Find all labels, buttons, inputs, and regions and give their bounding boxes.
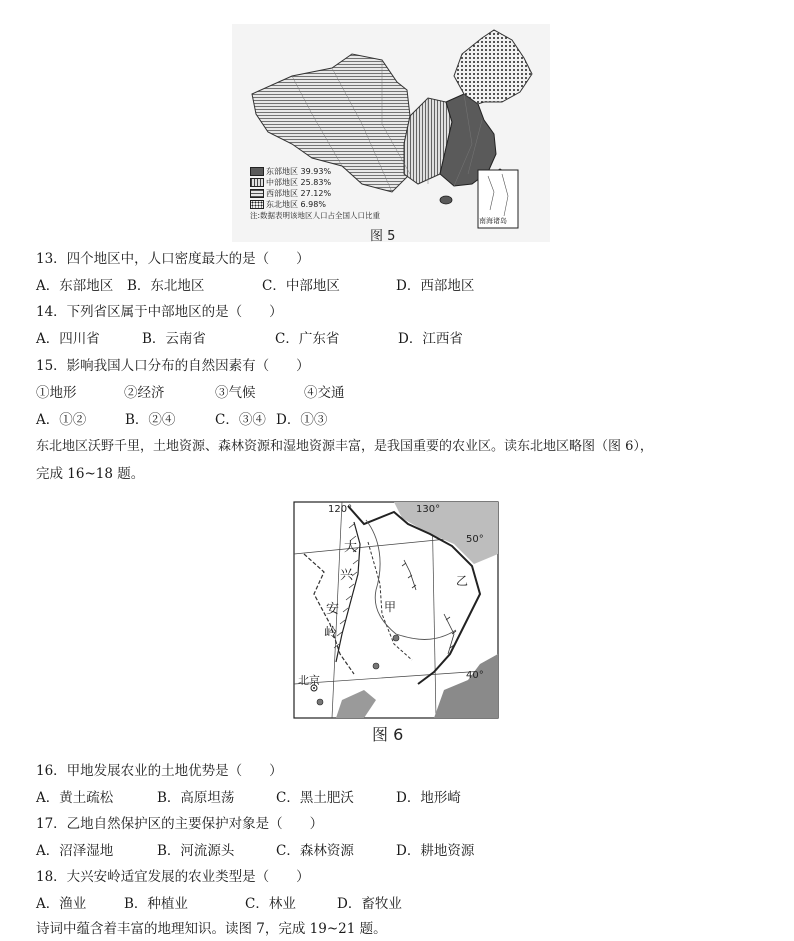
legend-label-northeast: 东北地区: [266, 200, 298, 209]
label-beijing: 北京: [298, 674, 320, 687]
figure-6-caption: 图 6: [372, 725, 404, 744]
question-15-item-2: ②经济: [124, 385, 165, 401]
figure-5-map: [232, 24, 550, 242]
question-18-option-a: A．渔业: [36, 896, 87, 912]
legend-swatch-northeast: [250, 200, 264, 209]
legend-value-northeast: 6.98%: [300, 200, 326, 209]
question-14-option-c: C．广东省: [275, 331, 340, 347]
question-18-option-d: D．畜牧业: [337, 896, 402, 912]
range-char-ling: 岭: [324, 626, 338, 641]
question-14-option-b: B．云南省: [142, 331, 206, 347]
question-15-item-3: ③气候: [215, 385, 256, 401]
question-18-stem: 18．大兴安岭适宜发展的农业类型是（ ）: [36, 869, 310, 885]
legend-item-middle: [250, 177, 331, 188]
label-jia: 甲: [384, 600, 397, 614]
question-16-option-c: C．黑土肥沃: [276, 790, 354, 806]
legend-item-west: [250, 188, 331, 199]
legend-label-west: 西部地区: [266, 189, 298, 198]
passage-poetry: 诗词中蕴含着丰富的地理知识。读图 7，完成 19~21 题。: [36, 921, 387, 937]
question-16-option-d: D．地形崎: [396, 790, 461, 806]
question-15-option-d: D．①③: [276, 412, 328, 428]
question-13-option-a: A．东部地区: [36, 278, 114, 294]
legend-value-west: 27.12%: [300, 189, 332, 198]
range-char-xing: 兴: [340, 568, 354, 583]
question-15-option-b: B．②④: [125, 412, 176, 428]
legend-item-east: [250, 166, 331, 177]
legend-value-east: 39.93%: [300, 167, 332, 176]
figure-5-caption: 图 5: [370, 229, 396, 244]
lat-label-40: 40°: [466, 670, 484, 681]
question-16-option-a: A．黄土疏松: [36, 790, 114, 806]
legend-label-middle: 中部地区: [266, 178, 298, 187]
range-char-da: 大: [344, 540, 358, 555]
question-15-stem: 15．影响我国人口分布的自然因素有（ ）: [36, 358, 310, 374]
legend-label-east: 东部地区: [266, 167, 298, 176]
question-13-option-d: D．西部地区: [396, 278, 475, 294]
lon-label-130: 130°: [416, 504, 441, 515]
question-15-option-c: C．③④: [215, 412, 266, 428]
question-17-option-b: B．河流源头: [157, 843, 235, 859]
lat-label-50: 50°: [466, 534, 484, 545]
legend-note: 注:数据表明该地区人口占全国人口比重: [250, 211, 381, 220]
northeast-china-map: [284, 494, 508, 750]
passage-northeast-cont: 完成 16~18 题。: [36, 466, 145, 482]
question-15-option-a: A．①②: [36, 412, 87, 428]
question-15-item-4: ④交通: [304, 385, 345, 401]
question-14-stem: 14．下列省区属于中部地区的是（ ）: [36, 304, 283, 320]
question-17-option-c: C．森林资源: [276, 843, 354, 859]
legend-swatch-west: [250, 189, 264, 198]
question-13-stem: 13．四个地区中，人口密度最大的是（ ）: [36, 251, 310, 267]
question-14-option-d: D．江西省: [398, 331, 463, 347]
label-yi: 乙: [456, 574, 469, 588]
question-18-option-b: B．种植业: [124, 896, 188, 912]
question-17-option-a: A．沼泽湿地: [36, 843, 114, 859]
lon-label-120: 120°: [328, 504, 353, 515]
question-16-option-b: B．高原坦荡: [157, 790, 235, 806]
legend-item-northeast: [250, 199, 326, 210]
question-17-option-d: D．耕地资源: [396, 843, 475, 859]
question-14-option-a: A．四川省: [36, 331, 100, 347]
passage-northeast: 东北地区沃野千里，土地资源、森林资源和湿地资源丰富，是我国重要的农业区。读东北地区略图（图 6），: [36, 439, 653, 454]
question-15-item-1: ①地形: [36, 385, 77, 401]
legend-swatch-middle: [250, 178, 264, 187]
legend-swatch-east: [250, 167, 264, 176]
inset-label: 南海诸岛: [479, 217, 507, 225]
question-16-stem: 16．甲地发展农业的土地优势是（ ）: [36, 763, 283, 779]
figure-6-map: [284, 494, 508, 750]
question-18-option-c: C．林业: [245, 896, 296, 912]
question-13-option-b: B．东北地区: [127, 278, 205, 294]
question-17-stem: 17．乙地自然保护区的主要保护对象是（ ）: [36, 816, 324, 832]
question-13-option-c: C．中部地区: [262, 278, 340, 294]
range-char-an: 安: [326, 602, 340, 617]
legend-value-middle: 25.83%: [300, 178, 332, 187]
